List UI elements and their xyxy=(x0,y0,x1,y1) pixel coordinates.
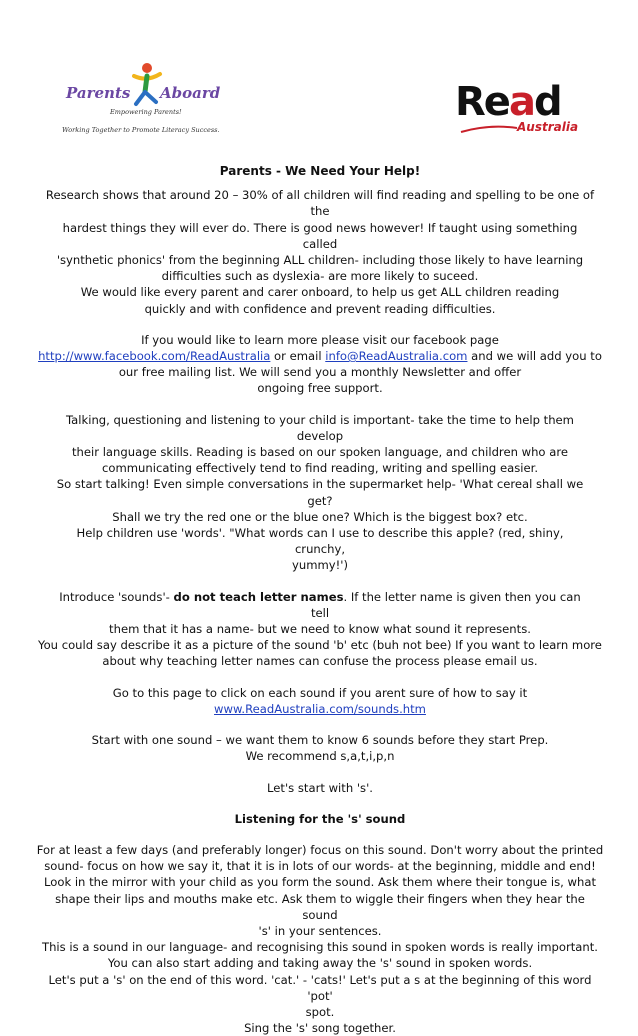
paragraph-learn-more: If you would like to learn more please visit our facebook page http://www.facebook.com/ReadAustralia or email info@ReadAustralia.com and we will add you to our free mailing list. We will send you a monthly Newsletter and offer ongoing free support. xyxy=(38,332,602,396)
logo-read-word: Read xyxy=(455,79,561,125)
facebook-link[interactable]: http://www.facebook.com/ReadAustralia xyxy=(38,349,271,364)
email-link[interactable]: info@ReadAustralia.com xyxy=(325,349,468,364)
paragraph-lets-start: Let's start with 's'. xyxy=(267,780,373,795)
logo-tagline-working: Working Together to Promote Literacy Success. xyxy=(62,126,220,134)
logo-word-parents: Parents xyxy=(66,84,131,102)
parents-aboard-figure-icon xyxy=(130,62,164,108)
paragraph-talking: Talking, questioning and listening to your child is important- take the time to help them develop their language skills. Reading is based on our spoken language, and children who are communicating effectively tend to find reading, writing and spelling easier. So start talking! Even simple conversations in the supermarket help- 'What cereal shall we get? Shall we try the red one or the blue one? Which is the biggest box? etc. Help children use 'words'. "What words can I use to describe this apple? (red, shiny, crunchy, yummy!') xyxy=(56,412,584,573)
paragraph-sounds-page: Go to this page to click on each sound if you arent sure of how to say it www.ReadAustralia.com/sounds.htm xyxy=(112,685,528,716)
paragraph-research: Research shows that around 20 – 30% of all children will find reading and spelling to be one of the hardest things they will ever do. There is good news however! If taught using something called 'synthetic phonics' from the beginning ALL children- including those likely to have learning difficulties such as dyslexia- are more likely to suceed. We would like every parent and carer onboard, to help us get ALL children reading quickly and with confidence and prevent reading difficulties. xyxy=(45,188,595,316)
swoosh-icon xyxy=(459,122,519,136)
apple-icon: a xyxy=(508,79,534,125)
page-title: Parents - We Need Your Help! xyxy=(219,164,421,178)
logo-word-aboard: Aboard xyxy=(160,84,221,102)
bold-no-letter-names: do not teach letter names xyxy=(173,589,344,604)
parents-aboard-logo xyxy=(60,62,240,142)
sounds-page-link[interactable]: www.ReadAustralia.com/sounds.htm xyxy=(214,701,426,716)
read-australia-logo xyxy=(455,79,585,138)
logo-tagline-empowering: Empowering Parents! xyxy=(110,108,182,116)
paragraph-introduce-sounds: Introduce 'sounds'- do not teach letter names. If the letter name is given then you can tell them that it has a name- but we need to know what sound it represents. You could say describe it as a picture of the sound 'b' etc (buh not bee) If you want to learn more about why teaching letter names can confuse the process please email us. xyxy=(38,589,602,669)
logo-australia-word: Australia xyxy=(517,120,579,134)
paragraph-start-one-sound: Start with one sound – we want them to know 6 sounds before they start Prep. We recommend s,a,t,i,p,n xyxy=(91,733,549,764)
paragraph-listening-details: For at least a few days (and preferably longer) focus on this sound. Don't worry about the printed sound- focus on how we say it, that it is in lots of our words- at the beginning, middle and end! Look in the mirror with your child as you form the sound. Ask them where their tongue is, what shape their lips and mouths make etc. Ask them to wiggle their fingers when they hear the sound 's' in your sentences. This is a sound in our language- and recognising this sound in spoken words is really important. You can also start adding and taking away the 's' sound in spoken words. Let's put a 's' on the end of this word. 'cat.' - 'cats!' Let's put a s at the beginning of this word 'pot' spot. Sing the 's' song together. xyxy=(36,842,604,1036)
subheading-listening: Listening for the 's' sound xyxy=(234,811,406,826)
document-body xyxy=(36,163,604,1036)
